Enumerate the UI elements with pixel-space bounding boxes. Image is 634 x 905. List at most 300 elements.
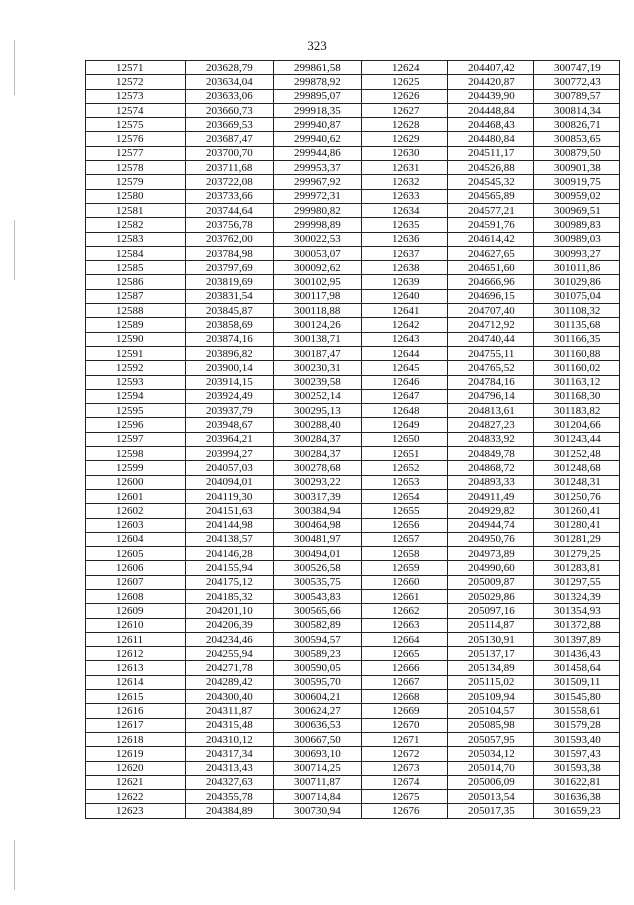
- table-row: [86, 332, 620, 346]
- table-row: [86, 61, 620, 75]
- y-coordinate-cell: 300124,26: [274, 318, 362, 332]
- y-coordinate-cell: 300667,50: [274, 732, 362, 746]
- point-number-cell: 12634: [362, 203, 448, 217]
- table-row: [86, 518, 620, 532]
- y-coordinate-cell: 300747,19: [534, 61, 620, 75]
- y-coordinate-cell: 301281,29: [534, 532, 620, 546]
- y-coordinate-cell: 300853,65: [534, 132, 620, 146]
- y-coordinate-cell: 301636,38: [534, 790, 620, 804]
- x-coordinate-cell: 204175,12: [186, 575, 274, 589]
- point-number-cell: 12647: [362, 389, 448, 403]
- point-number-cell: 12673: [362, 761, 448, 775]
- x-coordinate-cell: 203914,15: [186, 375, 274, 389]
- x-coordinate-cell: 205114,87: [448, 618, 534, 632]
- y-coordinate-cell: 300919,75: [534, 175, 620, 189]
- y-coordinate-cell: 299980,82: [274, 203, 362, 217]
- point-number-cell: 12588: [86, 304, 186, 318]
- y-coordinate-cell: 301593,38: [534, 761, 620, 775]
- y-coordinate-cell: 300959,02: [534, 189, 620, 203]
- x-coordinate-cell: 204311,87: [186, 704, 274, 718]
- table-row: [86, 132, 620, 146]
- y-coordinate-cell: 299895,07: [274, 89, 362, 103]
- point-number-cell: 12674: [362, 775, 448, 789]
- x-coordinate-cell: 205109,94: [448, 690, 534, 704]
- table-row: [86, 261, 620, 275]
- table-row: [86, 432, 620, 446]
- y-coordinate-cell: 299878,92: [274, 75, 362, 89]
- coordinates-table-body: [86, 61, 620, 819]
- y-coordinate-cell: 301354,93: [534, 604, 620, 618]
- x-coordinate-cell: 203797,69: [186, 261, 274, 275]
- table-row: [86, 418, 620, 432]
- point-number-cell: 12656: [362, 518, 448, 532]
- point-number-cell: 12577: [86, 146, 186, 160]
- point-number-cell: 12610: [86, 618, 186, 632]
- point-number-cell: 12611: [86, 632, 186, 646]
- point-number-cell: 12671: [362, 732, 448, 746]
- scan-margin-mark: [14, 40, 15, 95]
- point-number-cell: 12617: [86, 718, 186, 732]
- x-coordinate-cell: 205134,89: [448, 661, 534, 675]
- x-coordinate-cell: 204315,48: [186, 718, 274, 732]
- y-coordinate-cell: 301166,35: [534, 332, 620, 346]
- x-coordinate-cell: 204138,57: [186, 532, 274, 546]
- table-row: [86, 75, 620, 89]
- y-coordinate-cell: 300535,75: [274, 575, 362, 589]
- point-number-cell: 12606: [86, 561, 186, 575]
- x-coordinate-cell: 204944,74: [448, 518, 534, 532]
- point-number-cell: 12655: [362, 504, 448, 518]
- y-coordinate-cell: 300879,50: [534, 146, 620, 160]
- point-number-cell: 12623: [86, 804, 186, 818]
- point-number-cell: 12605: [86, 547, 186, 561]
- point-number-cell: 12587: [86, 289, 186, 303]
- point-number-cell: 12659: [362, 561, 448, 575]
- table-row: [86, 561, 620, 575]
- x-coordinate-cell: 203896,82: [186, 346, 274, 360]
- y-coordinate-cell: 300053,07: [274, 246, 362, 260]
- point-number-cell: 12595: [86, 404, 186, 418]
- y-coordinate-cell: 301160,88: [534, 346, 620, 360]
- y-coordinate-cell: 301183,82: [534, 404, 620, 418]
- x-coordinate-cell: 203744,64: [186, 203, 274, 217]
- y-coordinate-cell: 300118,88: [274, 304, 362, 318]
- x-coordinate-cell: 204973,89: [448, 547, 534, 561]
- x-coordinate-cell: 203633,06: [186, 89, 274, 103]
- table-row: [86, 175, 620, 189]
- y-coordinate-cell: 300284,37: [274, 447, 362, 461]
- point-number-cell: 12632: [362, 175, 448, 189]
- point-number-cell: 12575: [86, 118, 186, 132]
- y-coordinate-cell: 300582,89: [274, 618, 362, 632]
- point-number-cell: 12609: [86, 604, 186, 618]
- point-number-cell: 12589: [86, 318, 186, 332]
- x-coordinate-cell: 204565,89: [448, 189, 534, 203]
- y-coordinate-cell: 301372,88: [534, 618, 620, 632]
- point-number-cell: 12661: [362, 589, 448, 603]
- point-number-cell: 12616: [86, 704, 186, 718]
- point-number-cell: 12580: [86, 189, 186, 203]
- y-coordinate-cell: 301436,43: [534, 647, 620, 661]
- table-row: [86, 547, 620, 561]
- x-coordinate-cell: 204155,94: [186, 561, 274, 575]
- x-coordinate-cell: 204849,78: [448, 447, 534, 461]
- point-number-cell: 12663: [362, 618, 448, 632]
- x-coordinate-cell: 204545,32: [448, 175, 534, 189]
- x-coordinate-cell: 204712,92: [448, 318, 534, 332]
- x-coordinate-cell: 204696,15: [448, 289, 534, 303]
- y-coordinate-cell: 300565,66: [274, 604, 362, 618]
- x-coordinate-cell: 204511,17: [448, 146, 534, 160]
- point-number-cell: 12572: [86, 75, 186, 89]
- table-row: [86, 461, 620, 475]
- table-row: [86, 775, 620, 789]
- point-number-cell: 12672: [362, 747, 448, 761]
- x-coordinate-cell: 203819,69: [186, 275, 274, 289]
- x-coordinate-cell: 204439,90: [448, 89, 534, 103]
- x-coordinate-cell: 204740,44: [448, 332, 534, 346]
- point-number-cell: 12667: [362, 675, 448, 689]
- x-coordinate-cell: 204868,72: [448, 461, 534, 475]
- point-number-cell: 12573: [86, 89, 186, 103]
- point-number-cell: 12643: [362, 332, 448, 346]
- x-coordinate-cell: 203628,79: [186, 61, 274, 75]
- x-coordinate-cell: 204144,98: [186, 518, 274, 532]
- point-number-cell: 12652: [362, 461, 448, 475]
- y-coordinate-cell: 301248,68: [534, 461, 620, 475]
- y-coordinate-cell: 300590,05: [274, 661, 362, 675]
- y-coordinate-cell: 300102,95: [274, 275, 362, 289]
- y-coordinate-cell: 301248,31: [534, 475, 620, 489]
- y-coordinate-cell: 300464,98: [274, 518, 362, 532]
- x-coordinate-cell: 204784,16: [448, 375, 534, 389]
- x-coordinate-cell: 204833,92: [448, 432, 534, 446]
- x-coordinate-cell: 205017,35: [448, 804, 534, 818]
- y-coordinate-cell: 300239,58: [274, 375, 362, 389]
- y-coordinate-cell: 300187,47: [274, 346, 362, 360]
- point-number-cell: 12601: [86, 489, 186, 503]
- point-number-cell: 12581: [86, 203, 186, 217]
- x-coordinate-cell: 205014,70: [448, 761, 534, 775]
- x-coordinate-cell: 203722,08: [186, 175, 274, 189]
- scan-margin-mark: [14, 220, 15, 280]
- y-coordinate-cell: 301597,43: [534, 747, 620, 761]
- point-number-cell: 12618: [86, 732, 186, 746]
- point-number-cell: 12640: [362, 289, 448, 303]
- x-coordinate-cell: 204813,61: [448, 404, 534, 418]
- table-row: [86, 489, 620, 503]
- point-number-cell: 12626: [362, 89, 448, 103]
- table-row: [86, 404, 620, 418]
- point-number-cell: 12621: [86, 775, 186, 789]
- point-number-cell: 12624: [362, 61, 448, 75]
- x-coordinate-cell: 203687,47: [186, 132, 274, 146]
- table-row: [86, 761, 620, 775]
- point-number-cell: 12638: [362, 261, 448, 275]
- x-coordinate-cell: 203669,53: [186, 118, 274, 132]
- x-coordinate-cell: 204666,96: [448, 275, 534, 289]
- y-coordinate-cell: 301280,41: [534, 518, 620, 532]
- x-coordinate-cell: 204310,12: [186, 732, 274, 746]
- x-coordinate-cell: 204707,40: [448, 304, 534, 318]
- x-coordinate-cell: 203634,04: [186, 75, 274, 89]
- point-number-cell: 12597: [86, 432, 186, 446]
- y-coordinate-cell: 301011,86: [534, 261, 620, 275]
- x-coordinate-cell: 203874,16: [186, 332, 274, 346]
- x-coordinate-cell: 205013,54: [448, 790, 534, 804]
- y-coordinate-cell: 300789,57: [534, 89, 620, 103]
- x-coordinate-cell: 205104,57: [448, 704, 534, 718]
- point-number-cell: 12645: [362, 361, 448, 375]
- y-coordinate-cell: 301250,76: [534, 489, 620, 503]
- point-number-cell: 12633: [362, 189, 448, 203]
- point-number-cell: 12620: [86, 761, 186, 775]
- coordinates-table: [85, 60, 620, 819]
- y-coordinate-cell: 300711,87: [274, 775, 362, 789]
- x-coordinate-cell: 204577,21: [448, 203, 534, 217]
- y-coordinate-cell: 300901,38: [534, 161, 620, 175]
- table-row: [86, 747, 620, 761]
- x-coordinate-cell: 203948,67: [186, 418, 274, 432]
- point-number-cell: 12650: [362, 432, 448, 446]
- x-coordinate-cell: 204929,82: [448, 504, 534, 518]
- x-coordinate-cell: 204990,60: [448, 561, 534, 575]
- x-coordinate-cell: 203994,27: [186, 447, 274, 461]
- x-coordinate-cell: 204255,94: [186, 647, 274, 661]
- y-coordinate-cell: 301108,32: [534, 304, 620, 318]
- x-coordinate-cell: 204146,28: [186, 547, 274, 561]
- x-coordinate-cell: 204151,63: [186, 504, 274, 518]
- x-coordinate-cell: 205034,12: [448, 747, 534, 761]
- point-number-cell: 12669: [362, 704, 448, 718]
- y-coordinate-cell: 301279,25: [534, 547, 620, 561]
- x-coordinate-cell: 203900,14: [186, 361, 274, 375]
- point-number-cell: 12635: [362, 218, 448, 232]
- x-coordinate-cell: 204119,30: [186, 489, 274, 503]
- x-coordinate-cell: 204313,43: [186, 761, 274, 775]
- table-row: [86, 203, 620, 217]
- x-coordinate-cell: 203660,73: [186, 103, 274, 117]
- point-number-cell: 12607: [86, 575, 186, 589]
- y-coordinate-cell: 299940,87: [274, 118, 362, 132]
- point-number-cell: 12591: [86, 346, 186, 360]
- table-row: [86, 275, 620, 289]
- point-number-cell: 12603: [86, 518, 186, 532]
- x-coordinate-cell: 205009,87: [448, 575, 534, 589]
- point-number-cell: 12670: [362, 718, 448, 732]
- y-coordinate-cell: 300714,25: [274, 761, 362, 775]
- y-coordinate-cell: 300989,03: [534, 232, 620, 246]
- table-row: [86, 447, 620, 461]
- y-coordinate-cell: 300252,14: [274, 389, 362, 403]
- y-coordinate-cell: 301168,30: [534, 389, 620, 403]
- point-number-cell: 12594: [86, 389, 186, 403]
- y-coordinate-cell: 301622,81: [534, 775, 620, 789]
- y-coordinate-cell: 300092,62: [274, 261, 362, 275]
- table-row: [86, 246, 620, 260]
- x-coordinate-cell: 204526,88: [448, 161, 534, 175]
- x-coordinate-cell: 204057,03: [186, 461, 274, 475]
- point-number-cell: 12590: [86, 332, 186, 346]
- table-row: [86, 532, 620, 546]
- x-coordinate-cell: 204765,52: [448, 361, 534, 375]
- point-number-cell: 12660: [362, 575, 448, 589]
- point-number-cell: 12574: [86, 103, 186, 117]
- point-number-cell: 12654: [362, 489, 448, 503]
- table-row: [86, 704, 620, 718]
- x-coordinate-cell: 204355,78: [186, 790, 274, 804]
- y-coordinate-cell: 301260,41: [534, 504, 620, 518]
- y-coordinate-cell: 300693,10: [274, 747, 362, 761]
- y-coordinate-cell: 299940,62: [274, 132, 362, 146]
- point-number-cell: 12612: [86, 647, 186, 661]
- y-coordinate-cell: 299944,86: [274, 146, 362, 160]
- point-number-cell: 12637: [362, 246, 448, 260]
- y-coordinate-cell: 300993,27: [534, 246, 620, 260]
- point-number-cell: 12598: [86, 447, 186, 461]
- table-row: [86, 361, 620, 375]
- y-coordinate-cell: 300022,53: [274, 232, 362, 246]
- x-coordinate-cell: 204627,65: [448, 246, 534, 260]
- table-row: [86, 218, 620, 232]
- point-number-cell: 12571: [86, 61, 186, 75]
- table-row: [86, 118, 620, 132]
- y-coordinate-cell: 301075,04: [534, 289, 620, 303]
- point-number-cell: 12602: [86, 504, 186, 518]
- table-row: [86, 690, 620, 704]
- table-row: [86, 675, 620, 689]
- point-number-cell: 12613: [86, 661, 186, 675]
- point-number-cell: 12668: [362, 690, 448, 704]
- table-row: [86, 804, 620, 818]
- y-coordinate-cell: 301029,86: [534, 275, 620, 289]
- y-coordinate-cell: 301204,66: [534, 418, 620, 432]
- x-coordinate-cell: 203711,68: [186, 161, 274, 175]
- y-coordinate-cell: 300636,53: [274, 718, 362, 732]
- x-coordinate-cell: 203733,66: [186, 189, 274, 203]
- point-number-cell: 12582: [86, 218, 186, 232]
- point-number-cell: 12646: [362, 375, 448, 389]
- y-coordinate-cell: 299967,92: [274, 175, 362, 189]
- x-coordinate-cell: 204201,10: [186, 604, 274, 618]
- y-coordinate-cell: 301659,23: [534, 804, 620, 818]
- table-row: [86, 718, 620, 732]
- table-row: [86, 89, 620, 103]
- y-coordinate-cell: 301283,81: [534, 561, 620, 575]
- y-coordinate-cell: 300543,83: [274, 589, 362, 603]
- table-row: [86, 575, 620, 589]
- y-coordinate-cell: 300494,01: [274, 547, 362, 561]
- point-number-cell: 12664: [362, 632, 448, 646]
- table-row: [86, 475, 620, 489]
- y-coordinate-cell: 301397,89: [534, 632, 620, 646]
- point-number-cell: 12628: [362, 118, 448, 132]
- point-number-cell: 12614: [86, 675, 186, 689]
- table-row: [86, 346, 620, 360]
- point-number-cell: 12639: [362, 275, 448, 289]
- table-row: [86, 504, 620, 518]
- point-number-cell: 12675: [362, 790, 448, 804]
- y-coordinate-cell: 301558,61: [534, 704, 620, 718]
- x-coordinate-cell: 205137,17: [448, 647, 534, 661]
- point-number-cell: 12658: [362, 547, 448, 561]
- point-number-cell: 12642: [362, 318, 448, 332]
- point-number-cell: 12600: [86, 475, 186, 489]
- y-coordinate-cell: 300284,37: [274, 432, 362, 446]
- x-coordinate-cell: 204651,60: [448, 261, 534, 275]
- y-coordinate-cell: 300589,23: [274, 647, 362, 661]
- y-coordinate-cell: 300594,57: [274, 632, 362, 646]
- y-coordinate-cell: 301252,48: [534, 447, 620, 461]
- y-coordinate-cell: 300989,83: [534, 218, 620, 232]
- y-coordinate-cell: 300526,58: [274, 561, 362, 575]
- point-number-cell: 12596: [86, 418, 186, 432]
- y-coordinate-cell: 300293,22: [274, 475, 362, 489]
- x-coordinate-cell: 204448,84: [448, 103, 534, 117]
- point-number-cell: 12593: [86, 375, 186, 389]
- point-number-cell: 12653: [362, 475, 448, 489]
- y-coordinate-cell: 301579,28: [534, 718, 620, 732]
- y-coordinate-cell: 299953,37: [274, 161, 362, 175]
- y-coordinate-cell: 300826,71: [534, 118, 620, 132]
- x-coordinate-cell: 203784,98: [186, 246, 274, 260]
- point-number-cell: 12608: [86, 589, 186, 603]
- y-coordinate-cell: 300969,51: [534, 203, 620, 217]
- point-number-cell: 12629: [362, 132, 448, 146]
- point-number-cell: 12615: [86, 690, 186, 704]
- y-coordinate-cell: 300117,98: [274, 289, 362, 303]
- x-coordinate-cell: 204407,42: [448, 61, 534, 75]
- table-row: [86, 732, 620, 746]
- table-row: [86, 375, 620, 389]
- y-coordinate-cell: 301160,02: [534, 361, 620, 375]
- y-coordinate-cell: 300624,27: [274, 704, 362, 718]
- point-number-cell: 12648: [362, 404, 448, 418]
- x-coordinate-cell: 205057,95: [448, 732, 534, 746]
- y-coordinate-cell: 301163,12: [534, 375, 620, 389]
- x-coordinate-cell: 203924,49: [186, 389, 274, 403]
- point-number-cell: 12576: [86, 132, 186, 146]
- x-coordinate-cell: 205029,86: [448, 589, 534, 603]
- point-number-cell: 12592: [86, 361, 186, 375]
- point-number-cell: 12583: [86, 232, 186, 246]
- table-row: [86, 318, 620, 332]
- y-coordinate-cell: 301458,64: [534, 661, 620, 675]
- x-coordinate-cell: 203700,70: [186, 146, 274, 160]
- y-coordinate-cell: 301545,80: [534, 690, 620, 704]
- point-number-cell: 12599: [86, 461, 186, 475]
- table-row: [86, 661, 620, 675]
- table-row: [86, 289, 620, 303]
- y-coordinate-cell: 300288,40: [274, 418, 362, 432]
- point-number-cell: 12585: [86, 261, 186, 275]
- x-coordinate-cell: 204614,42: [448, 232, 534, 246]
- point-number-cell: 12627: [362, 103, 448, 117]
- x-coordinate-cell: 204234,46: [186, 632, 274, 646]
- y-coordinate-cell: 301509,11: [534, 675, 620, 689]
- point-number-cell: 12641: [362, 304, 448, 318]
- y-coordinate-cell: 301593,40: [534, 732, 620, 746]
- y-coordinate-cell: 301297,55: [534, 575, 620, 589]
- x-coordinate-cell: 204289,42: [186, 675, 274, 689]
- table-row: [86, 146, 620, 160]
- point-number-cell: 12651: [362, 447, 448, 461]
- table-row: [86, 161, 620, 175]
- x-coordinate-cell: 204317,34: [186, 747, 274, 761]
- x-coordinate-cell: 203831,54: [186, 289, 274, 303]
- page-number: 323: [307, 38, 327, 53]
- point-number-cell: 12676: [362, 804, 448, 818]
